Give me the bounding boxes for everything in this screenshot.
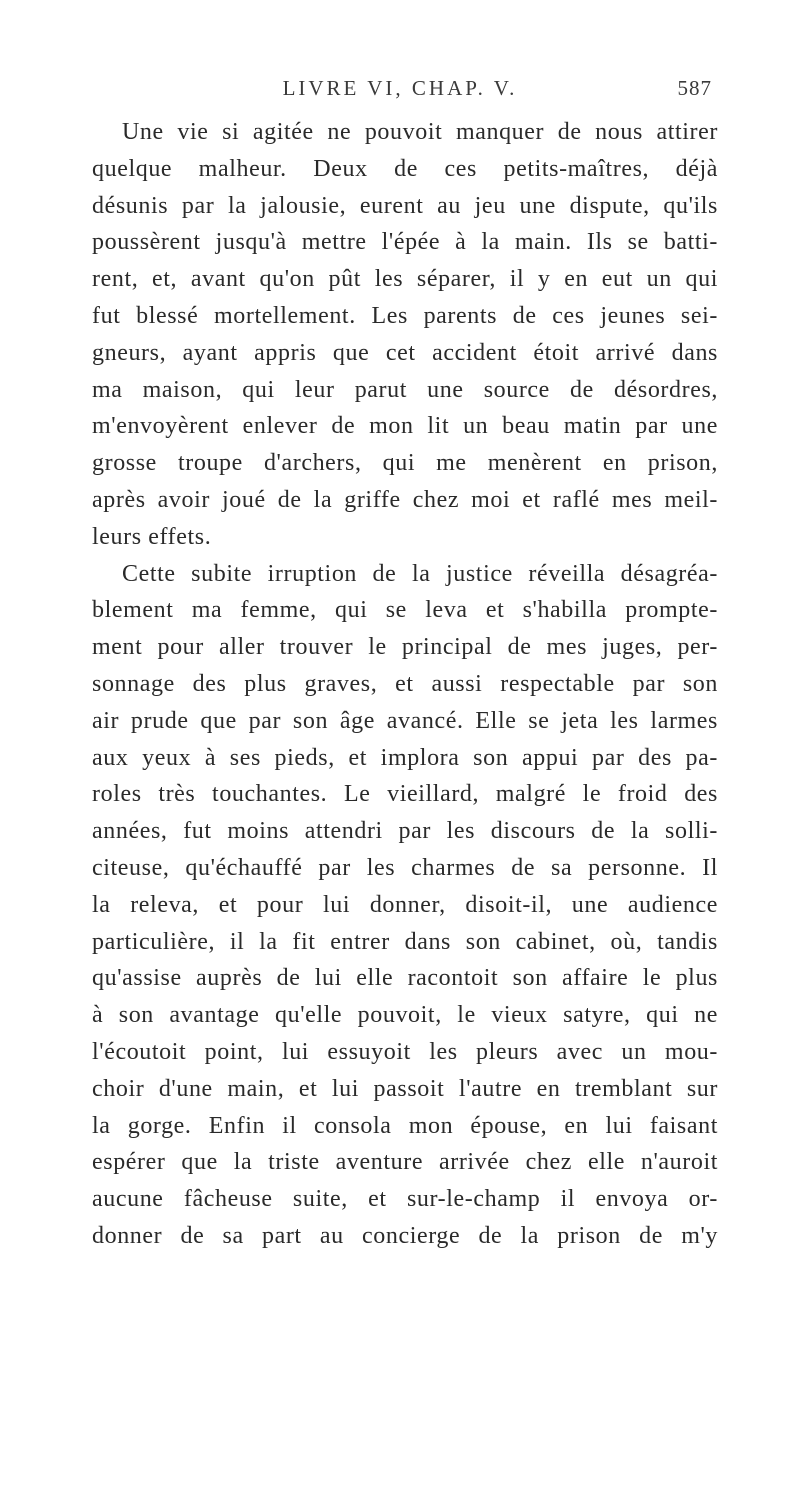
text-line: Une vie si agitée ne pouvoit manquer de nous attirer (122, 119, 718, 145)
page-number: 587 (677, 76, 712, 100)
text-line: aux yeux à ses pieds, et implora son appui par des pa- (92, 744, 718, 771)
text-line: air prude que par son âge avancé. Elle se jeta les larmes (92, 707, 718, 734)
text-line: la gorge. Enfin il consola mon épouse, en lui faisant (92, 1112, 718, 1139)
body-text (92, 114, 718, 1255)
running-head (0, 76, 800, 106)
paragraph-1 (92, 114, 718, 556)
text-line: sonnage des plus graves, et aussi respectable par son (92, 670, 718, 697)
paragraph-2 (92, 556, 718, 1255)
text-line: m'envoyèrent enlever de mon lit un beau matin par une (92, 413, 718, 440)
text-line: gneurs, ayant appris que cet accident étoit arrivé dans (92, 339, 718, 366)
text-line: rent, et, avant qu'on pût les séparer, il y en eut un qui (92, 266, 718, 293)
text-line: désunis par la jalousie, eurent au jeu une dispute, qu'ils (92, 192, 718, 219)
text-line: quelque malheur. Deux de ces petits-maîtres, déjà (92, 155, 718, 182)
text-line: ma maison, qui leur parut une source de désordres, (92, 376, 718, 403)
text-line: ment pour aller trouver le principal de mes juges, per- (92, 634, 718, 661)
text-line: choir d'une main, et lui passoit l'autre en tremblant sur (92, 1075, 718, 1102)
text-line: l'écoutoit point, lui essuyoit les pleurs avec un mou- (92, 1038, 718, 1065)
text-line: espérer que la triste aventure arrivée chez elle n'auroit (92, 1149, 718, 1176)
text-line: aucune fâcheuse suite, et sur-le-champ il envoya or- (92, 1186, 718, 1213)
text-line: la releva, et pour lui donner, disoit-il, une audience (92, 891, 718, 918)
text-line: fut blessé mortellement. Les parents de ces jeunes sei- (92, 302, 718, 329)
text-line: grosse troupe d'archers, qui me menèrent en prison, (92, 450, 718, 477)
text-line: Cette subite irruption de la justice réveilla désagréa- (122, 560, 718, 587)
running-title: LIVRE VI, CHAP. V. (282, 76, 518, 100)
text-line: citeuse, qu'échauffé par les charmes de sa personne. Il (92, 854, 718, 881)
text-line: à son avantage qu'elle pouvoit, le vieux satyre, qui ne (92, 1002, 718, 1029)
text-line: années, fut moins attendri par les discours de la solli- (92, 818, 718, 845)
text-line: particulière, il la fit entrer dans son cabinet, où, tandis (92, 928, 718, 955)
text-line: après avoir joué de la griffe chez moi et raflé mes meil- (92, 486, 718, 513)
text-line: blement ma femme, qui se leva et s'habilla prompte- (92, 597, 718, 624)
text-line: poussèrent jusqu'à mettre l'épée à la main. Ils se batti- (92, 229, 718, 256)
text-line: donner de sa part au concierge de la prison de m'y (92, 1222, 718, 1249)
text-line: qu'assise auprès de lui elle racontoit son affaire le plus (92, 965, 718, 992)
text-line: leurs effets. (92, 523, 212, 550)
text-line: roles très touchantes. Le vieillard, malgré le froid des (92, 781, 718, 808)
